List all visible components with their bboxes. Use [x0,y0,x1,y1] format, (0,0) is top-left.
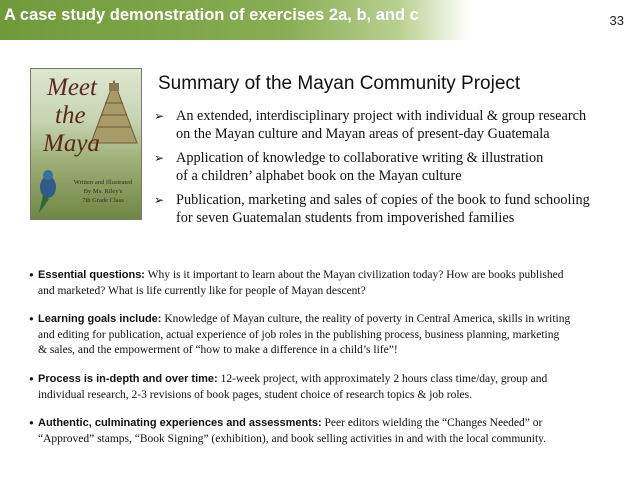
bird-illustration [33,169,63,215]
detail-line [38,416,628,432]
summary-item [150,108,630,143]
summary-item [150,192,630,227]
summary-line: Publication, marketing and sales of copies of the book to fund schooling [176,192,590,208]
detail-lead: Essential questions: [38,269,145,281]
detail-text: 12-week project, with approximately 2 hours class time/day, group and [220,372,548,385]
detail-text: Knowledge of Mayan culture, the reality of poverty in Central America, skills in writing [164,313,571,326]
summary-line: for seven Guatemalan students from impoverished families [176,209,515,226]
cover-credit-line: By Ms. Riley's [83,187,123,195]
cover-word: the [55,102,86,129]
detail-text: Why is it important to learn about the Mayan civilization today? How are books published [147,269,564,281]
detail-line: & sales, and the empowerment of “how to make a difference in a child’s life”! [38,344,398,357]
bullet-dot-icon: • [28,371,35,386]
bullet-dot-icon: • [28,268,35,282]
detail-line [38,268,628,284]
detail-lead: Authentic, culminating experiences and assessments: [38,417,322,430]
page-number: 33 [609,13,624,28]
detail-item [28,416,628,447]
summary-line: An extended, interdisciplinary project with individual & group research [176,108,587,124]
detail-line [38,372,628,388]
cover-word: Meet [47,74,97,101]
slide-title: A case study demonstration of exercises 2a, b, and c [4,6,419,24]
cover-credit-line: Written and Illustrated [73,179,133,186]
detail-lead: Learning goals include: [38,313,162,326]
summary-list [150,108,630,234]
detail-item [28,372,628,403]
detail-line: and marketed? What is life currently like for people of Mayan descent? [38,284,366,297]
summary-title: Summary of the Mayan Community Project [158,73,521,94]
detail-bullets [28,268,628,460]
detail-lead: Process is in-depth and over time: [38,372,218,385]
book-cover-image [30,68,142,220]
bullet-dot-icon: • [28,416,35,431]
cover-credit [65,179,141,205]
cover-word: Maya [43,130,100,157]
detail-item [28,268,628,299]
detail-line: “Approved” stamps, “Book Signing” (exhibition), and book selling activities in and with the local community. [38,432,547,445]
detail-item [28,312,628,359]
detail-line [38,312,628,328]
detail-text: Peer editors wielding the “Changes Needed” or [324,417,543,430]
summary-line: of a children’ alphabet book on the Mayan culture [176,167,462,184]
arrow-bullet-icon: ➢ [154,193,165,207]
arrow-bullet-icon: ➢ [154,109,165,123]
summary-item [150,150,630,185]
detail-line: and editing for publication, actual experience of job roles in the publishing process, business planning, marketing [38,328,560,341]
bullet-dot-icon: • [28,312,35,327]
cover-credit-line: 7th Grade Class [82,196,124,204]
detail-line: individual research, 2-3 revisions of book pages, student choice of research topics & job roles. [38,388,473,401]
summary-line: Application of knowledge to collaborative writing & illustration [176,150,544,166]
summary-line: on the Mayan culture and Mayan areas of present-day Guatemala [176,125,550,142]
arrow-bullet-icon: ➢ [154,151,165,165]
